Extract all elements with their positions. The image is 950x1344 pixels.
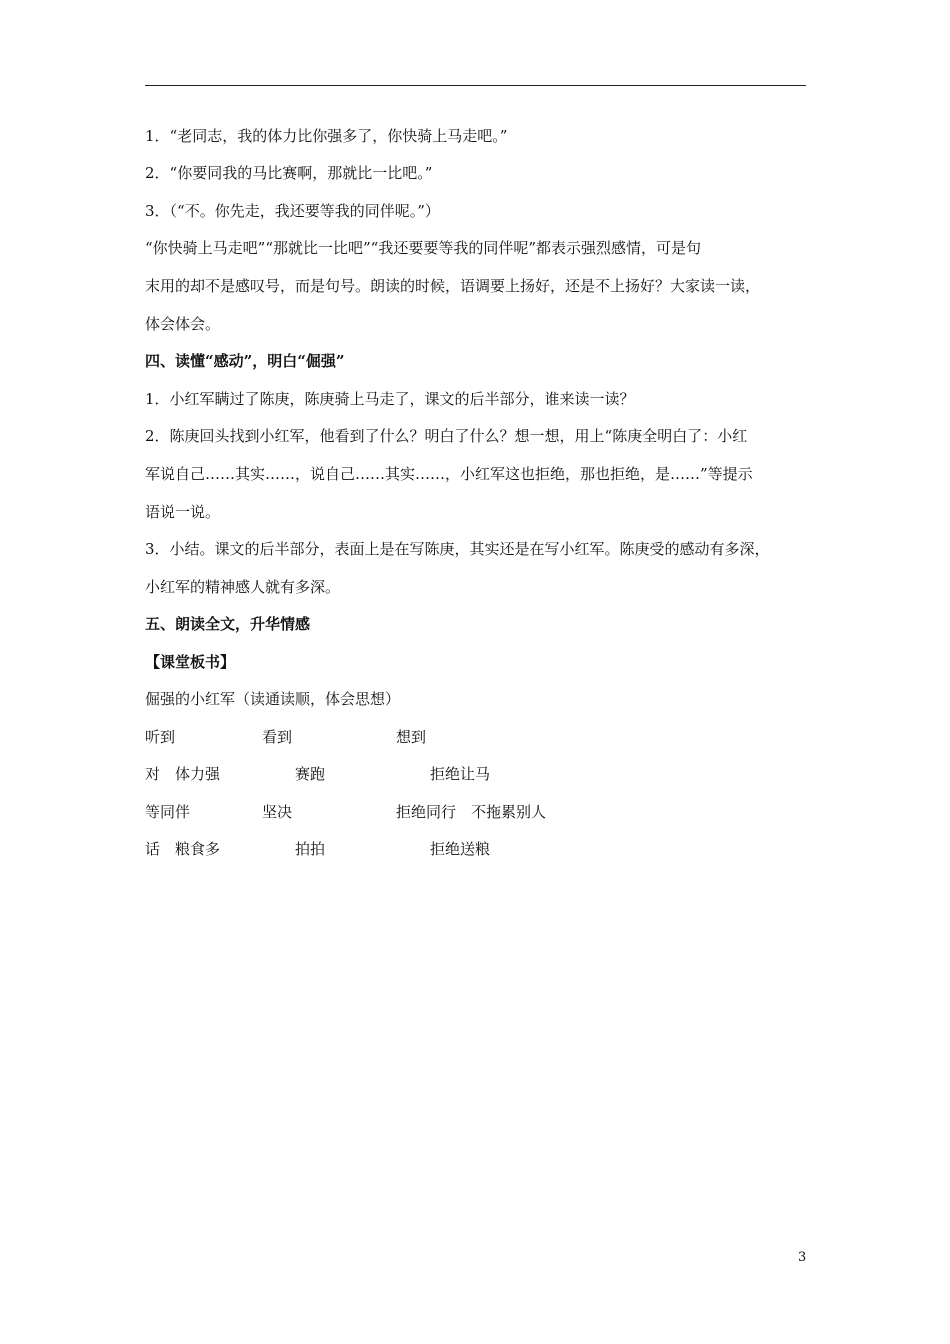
quote-item-3: 3．（“不。你先走，我还要等我的同伴呢。”） [145, 202, 440, 220]
board-cell: 拒绝送粮 [430, 840, 491, 858]
section-4-item-3-line: 3．小结。课文的后半部分，表面上是在写陈庚，其实还是在写小红军。陈庚受的感动有多深， [145, 540, 770, 558]
quote-item-2: 2．“你要同我的马比赛啊，那就比一比吧。” [145, 164, 433, 182]
board-cell: 听到 [145, 728, 176, 746]
paragraph-line: “你快骑上马走吧”“那就比一比吧”“我还要要等我的同伴呢”都表示强烈感情，可是句 [145, 239, 702, 257]
board-cell: 等同伴 [145, 803, 191, 821]
section-5-heading: 五、朗读全文，升华情感 [145, 615, 311, 633]
board-cell: 想到 [396, 728, 427, 746]
board-cell: 坚决 [262, 803, 293, 821]
page-number: 3 [798, 1250, 807, 1265]
board-cell: 话 粮食多 [145, 840, 221, 858]
section-4-item-2-line: 2．陈庚回头找到小红军，他看到了什么？明白了什么？想一想，用上“陈庚全明白了：小红 [145, 427, 748, 445]
paragraph-line: 末用的却不是感叹号，而是句号。朗读的时候，语调要上扬好，还是不上扬好？大家读一读， [145, 277, 761, 295]
section-4-item-3-line: 小红军的精神感人就有多深。 [145, 578, 341, 596]
board-cell: 拒绝同行 不拖累别人 [396, 803, 547, 821]
quote-item-1: 1．“老同志，我的体力比你强多了，你快骑上马走吧。” [145, 127, 508, 145]
board-heading: 【课堂板书】 [145, 653, 236, 671]
section-4-item-1: 1．小红军瞒过了陈庚，陈庚骑上马走了，课文的后半部分，谁来读一读？ [145, 390, 635, 408]
section-4-heading: 四、读懂“感动”，明白“倔强” [145, 352, 345, 370]
paragraph-line: 体会体会。 [145, 315, 221, 333]
board-cell: 对 体力强 [145, 765, 221, 783]
section-4-item-2-line: 语说一说。 [145, 503, 221, 521]
board-cell: 赛跑 [295, 765, 326, 783]
section-4-item-2-line: 军说自己……其实……，说自己……其实……，小红军这也拒绝，那也拒绝，是……”等提示 [145, 465, 753, 483]
board-cell: 拍拍 [295, 840, 326, 858]
board-title: 倔强的小红军（读通读顺，体会思想） [145, 690, 401, 708]
board-cell: 看到 [262, 728, 293, 746]
header-rule [145, 85, 806, 86]
board-cell: 拒绝让马 [430, 765, 491, 783]
